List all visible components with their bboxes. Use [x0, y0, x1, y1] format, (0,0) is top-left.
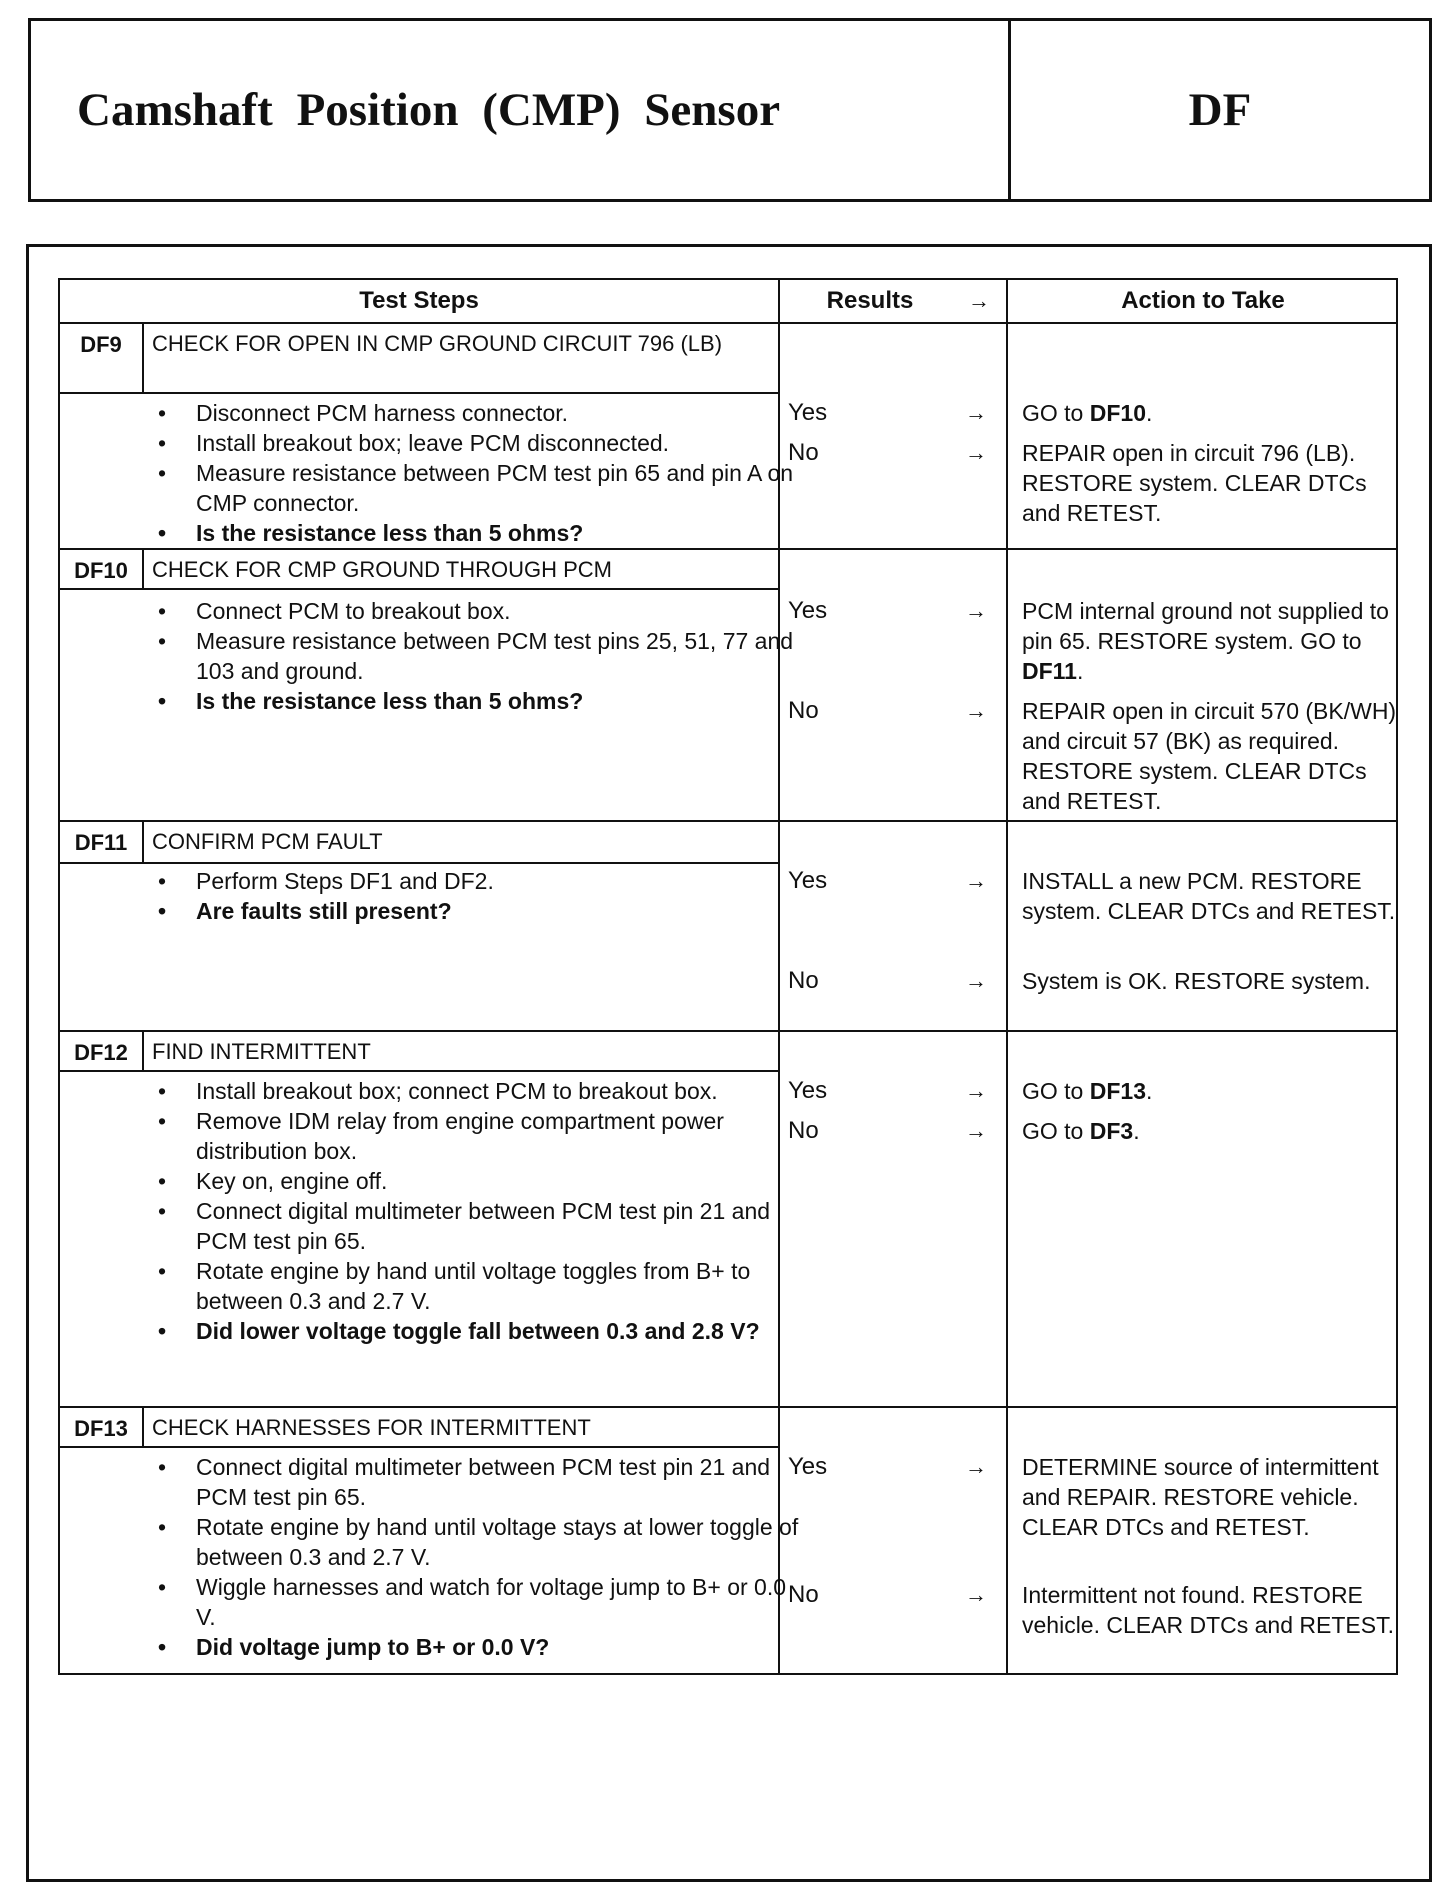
result-no: No — [788, 1581, 819, 1608]
step-id-divider — [142, 822, 144, 862]
column-divider — [1006, 280, 1008, 1673]
step-bullet: • Connect digital multimeter between PCM test pin 21 and PCM test pin 65. — [150, 1196, 810, 1256]
step-title-divider — [60, 392, 778, 394]
step-bullet: • Key on, engine off. — [150, 1166, 810, 1196]
step-title: FIND INTERMITTENT — [152, 1039, 371, 1064]
step-title: CHECK FOR CMP GROUND THROUGH PCM — [152, 557, 612, 582]
arrow-icon: → — [965, 868, 987, 893]
arrow-icon: → — [965, 1118, 987, 1143]
column-header-results: Results — [826, 287, 914, 314]
column-header-action: Action to Take — [1121, 287, 1285, 314]
result-yes: Yes — [788, 867, 828, 894]
action-yes: GO to DF13. — [1022, 1078, 1153, 1104]
arrow-icon: → — [965, 1582, 987, 1607]
step-bullet: • Install breakout box; connect PCM to breakout box. — [150, 1076, 810, 1106]
step-bullet: • Measure resistance between PCM test pin 65 and pin A on CMP connector. — [150, 458, 810, 518]
action-no: Intermittent not found. RESTORE vehicle. CLEAR DTCs and RETEST. — [1022, 1582, 1394, 1638]
page-title: Camshaft Position (CMP) Sensor — [31, 21, 1011, 199]
arrow-icon: → — [965, 1078, 987, 1103]
step-bullets — [150, 866, 810, 926]
step-title-divider — [60, 1446, 778, 1448]
action-no: System is OK. RESTORE system. — [1022, 968, 1371, 994]
step-title: CONFIRM PCM FAULT — [152, 829, 383, 854]
arrow-icon: → — [965, 1454, 987, 1479]
result-yes: Yes — [788, 597, 828, 624]
arrow-icon: → — [965, 440, 987, 465]
step-id: DF9 — [80, 332, 122, 357]
step-question: • Did lower voltage toggle fall between 0.3 and 2.8 V? — [150, 1316, 810, 1346]
step-bullets — [150, 398, 810, 548]
step-id: DF10 — [74, 558, 128, 583]
action-no: GO to DF3. — [1022, 1118, 1140, 1144]
section-code: DF — [1188, 84, 1252, 136]
arrow-icon: → — [965, 968, 987, 993]
step-title-divider — [60, 862, 778, 864]
result-yes: Yes — [788, 399, 828, 426]
step-id: DF12 — [74, 1040, 128, 1065]
arrow-icon: → — [965, 400, 987, 425]
action-no: REPAIR open in circuit 796 (LB). RESTORE system. CLEAR DTCs and RETEST. — [1022, 440, 1367, 526]
column-header-arrow: → — [968, 288, 990, 313]
result-no: No — [788, 967, 819, 994]
step-bullet: • Rotate engine by hand until voltage stays at lower toggle of between 0.3 and 2.7 V. — [150, 1512, 810, 1572]
step-title-divider — [60, 1070, 778, 1072]
action-yes: PCM internal ground not supplied to pin 65. RESTORE system. GO to DF11. — [1022, 598, 1389, 684]
step-id-divider — [142, 1032, 144, 1070]
diagnostic-table — [58, 278, 1398, 1675]
step-bullets — [150, 596, 810, 716]
step-id: DF11 — [74, 830, 128, 855]
result-yes: Yes — [788, 1077, 828, 1104]
result-yes: Yes — [788, 1453, 828, 1480]
step-title: CHECK HARNESSES FOR INTERMITTENT — [152, 1415, 591, 1440]
step-bullet: • Rotate engine by hand until voltage toggles from B+ to between 0.3 and 2.7 V. — [150, 1256, 810, 1316]
step-id-divider — [142, 1408, 144, 1446]
action-yes: INSTALL a new PCM. RESTORE system. CLEAR DTCs and RETEST. — [1022, 868, 1396, 924]
step-bullet: • Connect digital multimeter between PCM test pin 21 and PCM test pin 65. — [150, 1452, 810, 1512]
step-id-divider — [142, 550, 144, 588]
step-id: DF13 — [74, 1416, 128, 1441]
result-no: No — [788, 439, 819, 466]
step-question: • Is the resistance less than 5 ohms? — [150, 518, 810, 548]
page-header — [28, 18, 1432, 202]
arrow-icon: → — [965, 698, 987, 723]
step-question: • Are faults still present? — [150, 896, 810, 926]
result-no: No — [788, 697, 819, 724]
action-no: REPAIR open in circuit 570 (BK/WH) and circuit 57 (BK) as required. RESTORE system. CLEAR DTCs and RETEST. — [1022, 698, 1397, 814]
step-bullet: • Wiggle harnesses and watch for voltage jump to B+ or 0.0 V. — [150, 1572, 810, 1632]
result-no: No — [788, 1117, 819, 1144]
action-yes: GO to DF10. — [1022, 400, 1153, 426]
action-yes: DETERMINE source of intermittent and REPAIR. RESTORE vehicle. CLEAR DTCs and RETEST. — [1022, 1454, 1379, 1540]
column-header-test-steps: Test Steps — [359, 287, 479, 314]
step-bullet: • Disconnect PCM harness connector. — [150, 398, 810, 428]
arrow-icon: → — [965, 598, 987, 623]
step-bullets — [150, 1452, 810, 1662]
step-bullet: • Remove IDM relay from engine compartment power distribution box. — [150, 1106, 810, 1166]
step-bullet: • Measure resistance between PCM test pins 25, 51, 77 and 103 and ground. — [150, 626, 810, 686]
step-title-divider — [60, 588, 778, 590]
step-title: CHECK FOR OPEN IN CMP GROUND CIRCUIT 796 (LB) — [152, 331, 723, 356]
step-bullet: • Perform Steps DF1 and DF2. — [150, 866, 810, 896]
step-bullet: • Install breakout box; leave PCM disconnected. — [150, 428, 810, 458]
step-question: • Did voltage jump to B+ or 0.0 V? — [150, 1632, 810, 1662]
step-bullet: • Connect PCM to breakout box. — [150, 596, 810, 626]
step-id-divider — [142, 324, 144, 392]
step-bullets — [150, 1076, 810, 1346]
step-question: • Is the resistance less than 5 ohms? — [150, 686, 810, 716]
